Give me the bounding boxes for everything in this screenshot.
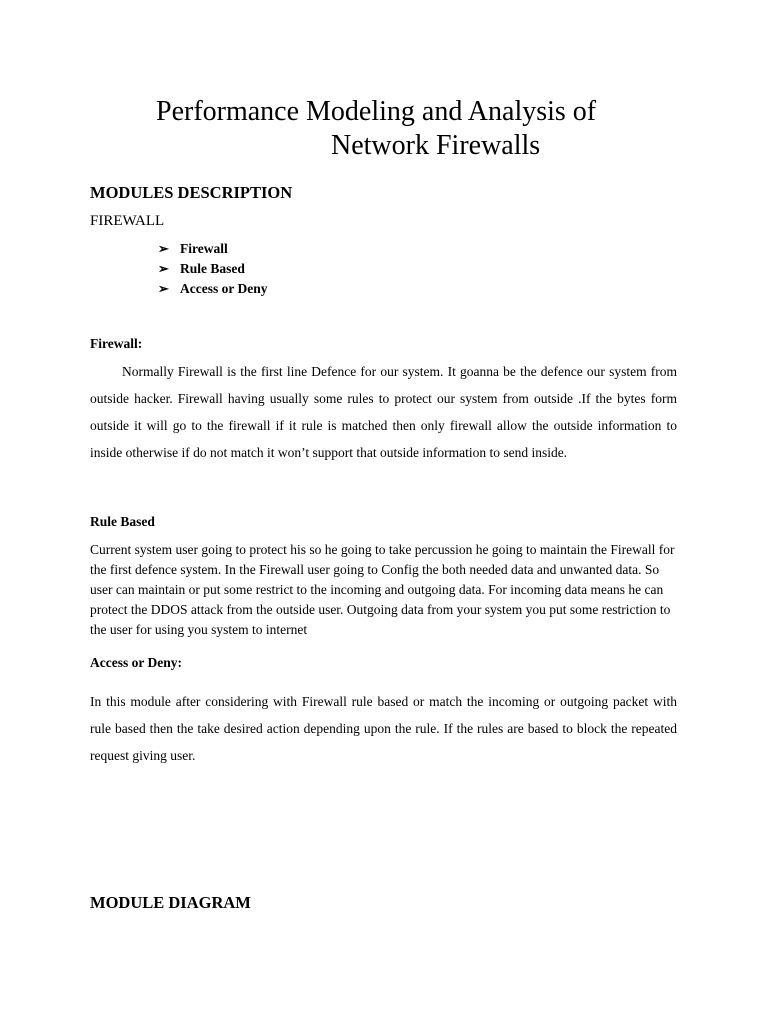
list-item (158, 279, 267, 299)
arrow-bullet-icon: ➢ (158, 281, 169, 296)
list-item (158, 259, 267, 279)
module-bullet-list (158, 239, 267, 299)
arrow-bullet-icon: ➢ (158, 261, 169, 276)
document-title-line-2: Network Firewalls (331, 130, 541, 161)
firewall-paragraph: Normally Firewall is the first line Defence for our system. It goanna be the defence our system from outside hacker. Firewall having usually some rules to protect our system from outside .If the bytes form outside it will go to the firewall if it rule is matched then only firewall allow the outside information to inside otherwise if do not match it won’t support that outside information to send inside. (90, 364, 677, 460)
bullet-label: Firewall (180, 241, 228, 256)
bullet-label: Rule Based (180, 261, 245, 276)
firewall-section-label: FIREWALL (90, 213, 165, 229)
arrow-bullet-icon: ➢ (158, 241, 169, 256)
bullet-label: Access or Deny (180, 281, 268, 296)
rule-based-paragraph: Current system user going to protect his so he going to take percussion he going to maintain the Firewall for the first defence system. In the Firewall user going to Config the both needed data and unwanted data. So user can maintain or put some restrict to the incoming and outgoing data. For incoming data means he can protect the DDOS attack from the outside user. Outgoing data from your system you put some restriction to the user for using you system to internet (90, 542, 675, 637)
access-or-deny-paragraph: In this module after considering with Firewall rule based or match the incoming or outgoing packet with rule based then the take desired action depending upon the rule. If the rules are based to block the repeated request giving user. (90, 694, 677, 763)
access-or-deny-subheading: Access or Deny: (90, 655, 182, 670)
document-title-line-1: Performance Modeling and Analysis of (156, 96, 597, 127)
rule-based-subheading: Rule Based (90, 514, 155, 529)
modules-description-heading: MODULES DESCRIPTION (90, 183, 293, 202)
list-item (158, 239, 267, 259)
module-diagram-heading: MODULE DIAGRAM (90, 893, 251, 912)
firewall-subheading: Firewall: (90, 336, 143, 351)
